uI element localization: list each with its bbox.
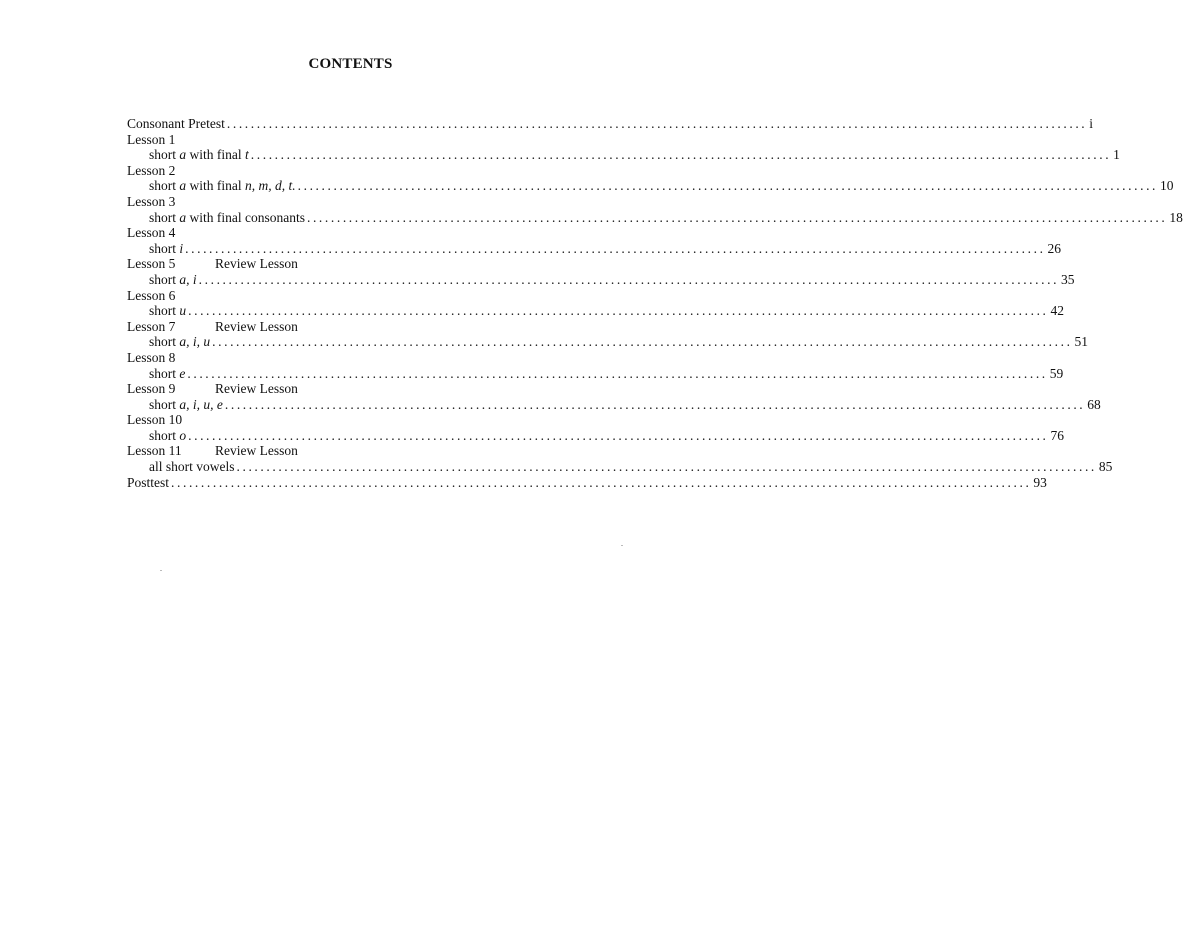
entry-label: short a with final consonants	[149, 209, 305, 225]
toc-entry-consonant-pretest[interactable]	[127, 116, 1094, 132]
toc-entry-lesson-5[interactable]	[127, 271, 1075, 288]
lesson-heading-4	[127, 225, 543, 241]
entry-label: short a, i, u	[149, 334, 211, 350]
lesson-heading-10	[127, 412, 543, 428]
dot-leader: ................................................................................................................................................	[185, 240, 1046, 256]
lesson-label: Lesson 6	[127, 287, 176, 303]
dot-leader: ................................................................................................................................................	[188, 427, 1049, 443]
review-lesson-label: Review Lesson	[215, 381, 298, 397]
lesson-label: Lesson 9	[127, 381, 176, 397]
page-number: 26	[1047, 240, 1062, 256]
entry-label: short i	[149, 240, 184, 256]
lesson-heading-11	[127, 443, 543, 459]
page-number: 42	[1050, 303, 1065, 319]
table-of-contents	[127, 116, 1183, 490]
entry-label: short o	[149, 427, 187, 443]
lesson-heading-1	[127, 132, 543, 148]
lesson-label: Lesson 11	[127, 443, 182, 459]
dot-leader: ................................................................................................................................................	[306, 209, 1168, 225]
entry-label: short a with final t	[149, 147, 249, 163]
page-number: 68	[1087, 396, 1101, 412]
toc-entry-lesson-9[interactable]	[127, 396, 1101, 413]
entry-label: Consonant Pretest	[127, 116, 225, 131]
dot-leader: ................................................................................................................................................	[226, 116, 1088, 131]
lesson-heading-9	[127, 381, 543, 397]
entry-label: short e	[149, 365, 186, 381]
review-lesson-label: Review Lesson	[215, 256, 298, 272]
page-number: 10	[1160, 178, 1174, 194]
dot-leader: ................................................................................................................................................	[297, 178, 1159, 194]
review-lesson-label: Review Lesson	[215, 318, 298, 334]
lesson-label: Lesson 4	[127, 225, 176, 241]
entry-label: short a with final n, m, d, t.	[149, 178, 296, 194]
lesson-heading-8	[127, 350, 543, 366]
toc-entry-lesson-1[interactable]	[127, 147, 1120, 163]
toc-entry-lesson-7[interactable]	[127, 334, 1089, 350]
toc-entry-posttest[interactable]	[127, 474, 1047, 491]
page-number: i	[1089, 116, 1094, 131]
dot-leader: ................................................................................................................................................	[212, 334, 1073, 350]
scan-speck	[621, 545, 623, 546]
lesson-label: Lesson 1	[127, 131, 176, 147]
lesson-label: Lesson 2	[127, 162, 176, 178]
scan-speck	[160, 570, 162, 571]
lesson-heading-6	[127, 288, 543, 304]
dot-leader: ................................................................................................................................................	[198, 271, 1060, 287]
entry-label: short a, i, u, e	[149, 396, 223, 412]
page-number: 18	[1169, 209, 1183, 225]
toc-entry-lesson-3[interactable]	[127, 209, 1183, 226]
lesson-label: Lesson 3	[127, 193, 176, 209]
lesson-heading-7	[127, 319, 543, 335]
page-number: 51	[1074, 334, 1089, 350]
entry-label: all short vowels	[149, 459, 235, 475]
lesson-label: Lesson 7	[127, 318, 176, 334]
toc-entry-lesson-11[interactable]	[127, 459, 1113, 475]
toc-entry-lesson-4[interactable]	[127, 240, 1062, 257]
dot-leader: ................................................................................................................................................	[171, 474, 1032, 490]
toc-entry-lesson-8[interactable]	[127, 365, 1064, 382]
lesson-label: Lesson 8	[127, 349, 176, 365]
page-number: 1	[1113, 147, 1120, 163]
entry-label: short a, i	[149, 271, 197, 287]
dot-leader: ................................................................................................................................................	[188, 303, 1049, 319]
lesson-label: Lesson 5	[127, 256, 176, 272]
lesson-heading-3	[127, 194, 543, 210]
dot-leader: ................................................................................................................................................	[224, 396, 1086, 412]
lesson-heading-2	[127, 163, 543, 179]
toc-entry-lesson-6[interactable]	[127, 303, 1065, 319]
page-number: 76	[1050, 427, 1065, 443]
page-title: CONTENTS	[308, 56, 393, 72]
dot-leader: ................................................................................................................................................	[236, 459, 1097, 475]
entry-label: short u	[149, 303, 187, 319]
review-lesson-label: Review Lesson	[215, 443, 298, 459]
toc-entry-lesson-2[interactable]	[127, 178, 1174, 194]
toc-entry-lesson-10[interactable]	[127, 427, 1065, 444]
dot-leader: ................................................................................................................................................	[250, 147, 1112, 163]
page-number: 85	[1098, 459, 1113, 475]
page-number: 35	[1061, 271, 1075, 287]
lesson-heading-5	[127, 256, 543, 272]
dot-leader: ................................................................................................................................................	[187, 365, 1048, 381]
page-number: 59	[1049, 365, 1064, 381]
lesson-label: Lesson 10	[127, 412, 183, 428]
entry-label: Posttest	[127, 474, 170, 490]
page-number: 93	[1033, 474, 1047, 490]
